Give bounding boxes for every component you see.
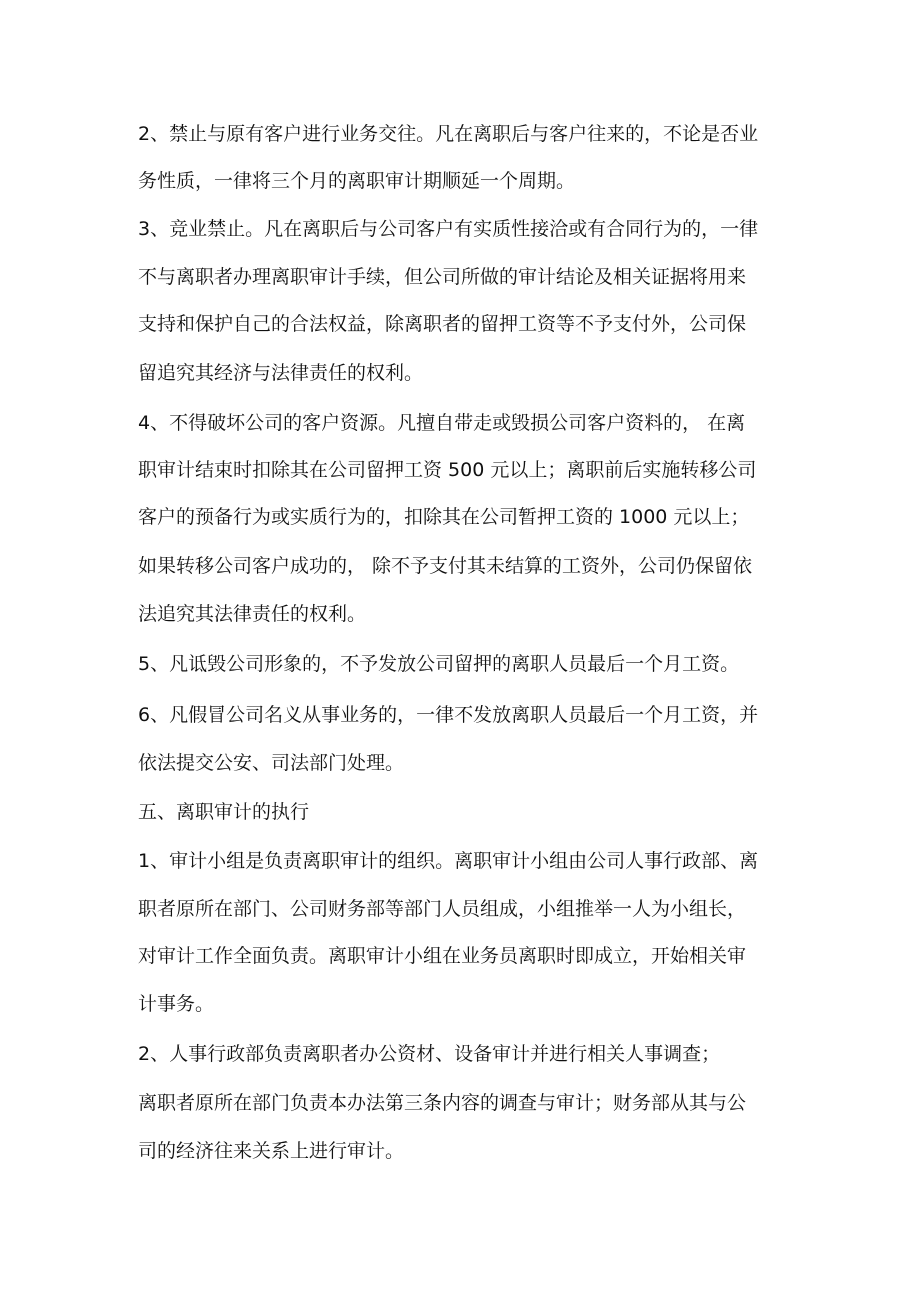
text-line: 4、不得破坏公司的客户资源。凡擅自带走或毁损公司客户资料的， 在离 — [138, 412, 746, 434]
text-line: 2、人事行政部负责离职者办公资材、设备审计并进行相关人事调查； — [138, 1043, 721, 1065]
text-line: 计事务。 — [138, 993, 215, 1015]
text-line: 职者原所在部门、公司财务部等部门人员组成，小组推举一人为小组长， — [138, 898, 747, 920]
text-line: 不与离职者办理离职审计手续，但公司所做的审计结论及相关证据将用来 — [138, 266, 747, 288]
text-line: 如果转移公司客户成功的， 除不予支付其未结算的工资外，公司仍保留依 — [138, 555, 753, 577]
text-line: 5、凡诋毁公司形象的，不予发放公司留押的离职人员最后一个月工资。 — [138, 653, 740, 675]
text-line: 3、竞业禁止。凡在离职后与公司客户有实质性接洽或有合同行为的，一律 — [138, 218, 759, 240]
text-line: 离职者原所在部门负责本办法第三条内容的调查与审计；财务部从其与公 — [138, 1092, 747, 1114]
section-heading: 五、离职审计的执行 — [138, 801, 310, 823]
text-line: 司的经济往来关系上进行审计。 — [138, 1140, 405, 1162]
text-line: 6、凡假冒公司名义从事业务的，一律不发放离职人员最后一个月工资，并 — [138, 704, 759, 726]
text-line: 客户的预备行为或实质行为的，扣除其在公司暂押工资的 1000 元以上； — [138, 506, 750, 528]
text-line: 2、禁止与原有客户进行业务交往。凡在离职后与客户往来的，不论是否业 — [138, 123, 759, 145]
text-line: 务性质，一律将三个月的离职审计期顺延一个周期。 — [138, 170, 576, 192]
text-line: 依法提交公安、司法部门处理。 — [138, 752, 405, 774]
text-line: 法追究其法律责任的权利。 — [138, 603, 367, 625]
text-line: 留追究其经济与法律责任的权利。 — [138, 362, 424, 384]
text-line: 支持和保护自己的合法权益，除离职者的留押工资等不予支付外，公司保 — [138, 313, 747, 335]
text-line: 职审计结束时扣除其在公司留押工资 500 元以上；离职前后实施转移公司 — [138, 459, 757, 481]
text-line: 对审计工作全面负责。离职审计小组在业务员离职时即成立，开始相关审 — [138, 945, 747, 967]
text-line: 1、审计小组是负责离职审计的组织。离职审计小组由公司人事行政部、离 — [138, 850, 759, 872]
